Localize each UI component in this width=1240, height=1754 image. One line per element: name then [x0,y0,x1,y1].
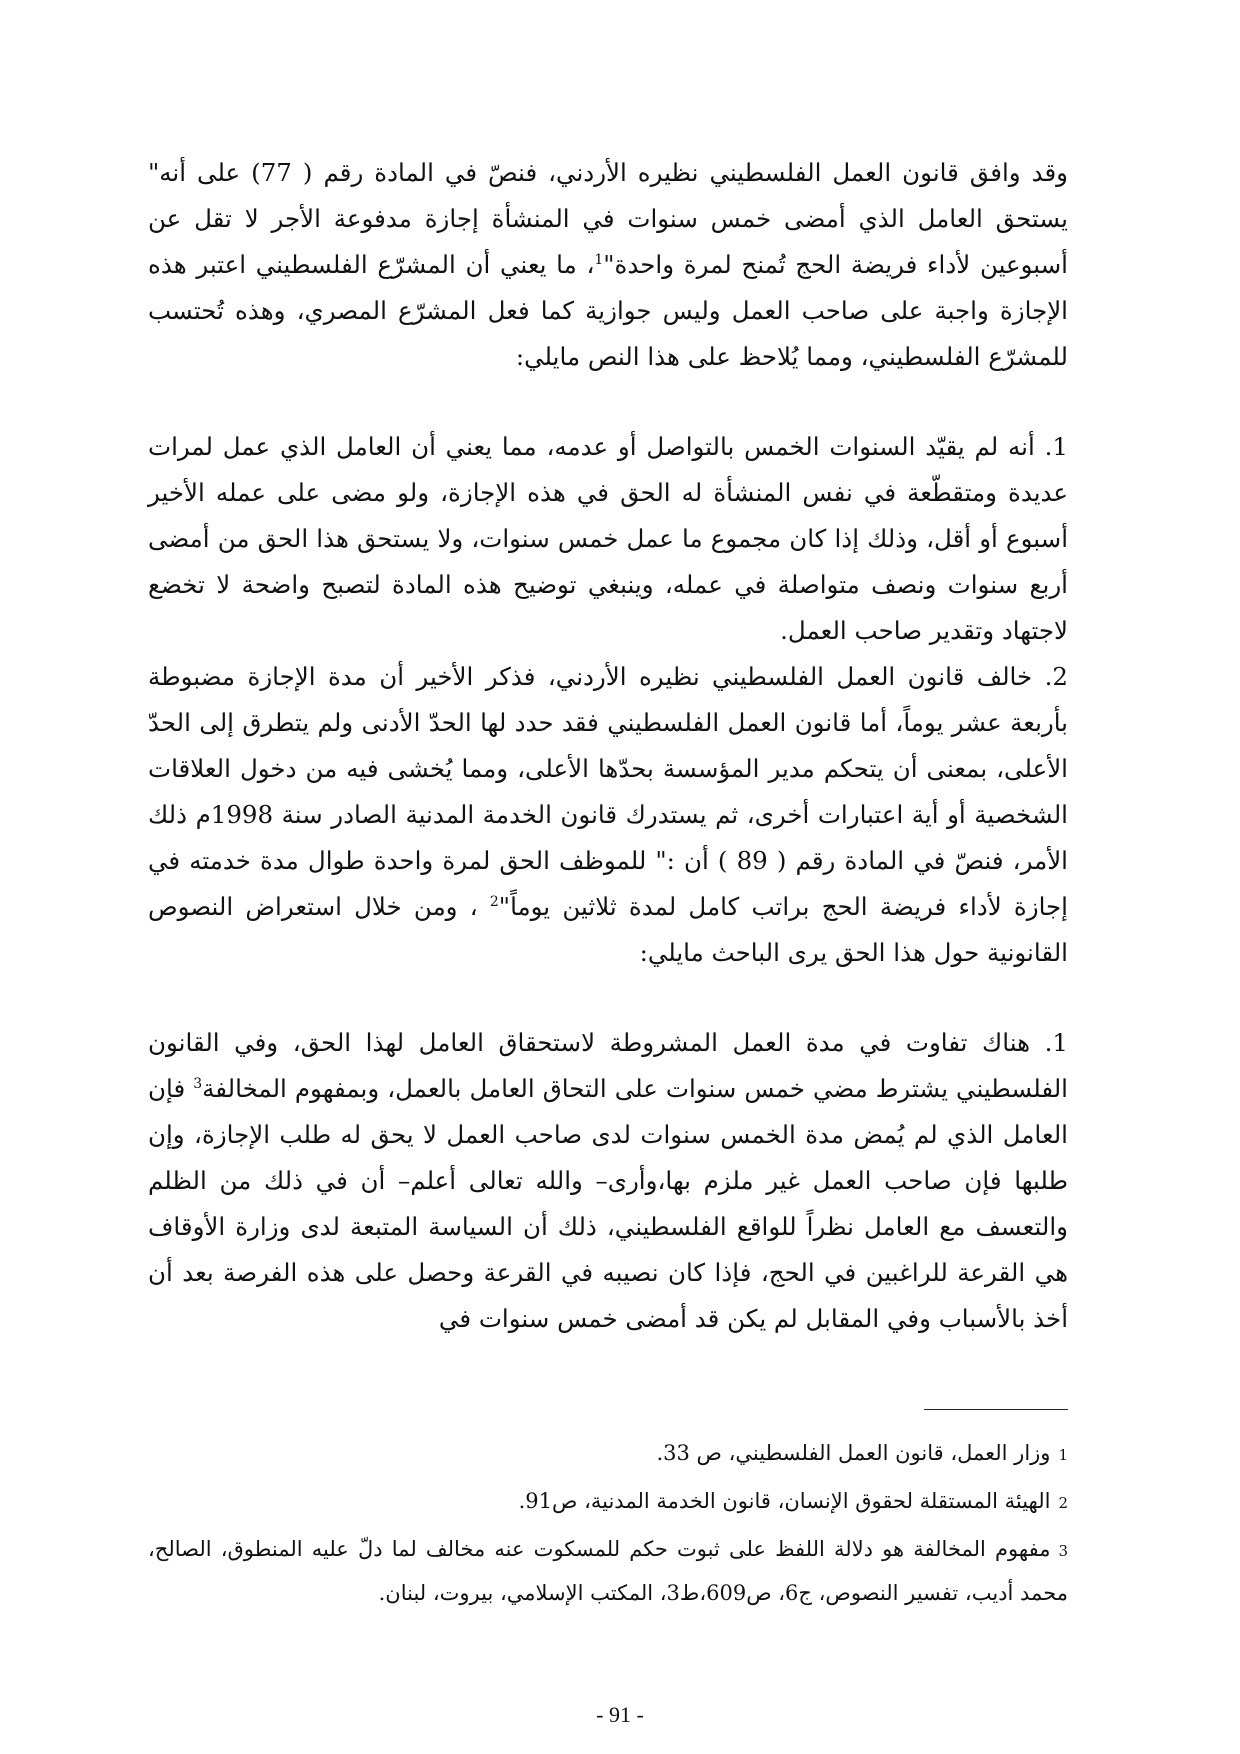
list-item-tail: ، ومن خلال استعراض النصوص القانونية حول هذا الحق يرى الباحث مايلي: [148,892,1068,967]
list-item-number: 2. [1044,662,1068,691]
footnote-ref-2[interactable]: 2 [489,893,499,910]
footnote-number: 1 [1058,1446,1068,1464]
footnotes [148,1432,1068,1618]
footnote-ref-3[interactable]: 3 [193,1075,203,1092]
footnote-text: مفهوم المخالفة هو دلالة اللفظ على ثبوت حكم للمسكوت عنه مخالف لما دلّ عليه المنطوق، الصالح، محمد أديب، تفسير النصوص، ج6، ص609،ط3، المكتب الإسلامي، بيروت، لبنان. [148,1537,1068,1605]
paragraph-gap [148,380,1068,424]
footnote-3 [148,1528,1068,1614]
footnote-1 [148,1432,1068,1476]
intro-text-part1: وقد وافق قانون العمل الفلسطيني نظيره الأردني، فنصّ في المادة رقم ( 77) على أنه" يستحق العامل الذي أمضى خمس سنوات في المنشأة إجازة مدفوعة الأجر لا تقل عن أسبوعين لأداء فريضة الحج تُمنح لمرة واحدة" [148,158,1068,279]
footnote-number: 3 [1058,1542,1068,1560]
page-number: - 91 - [596,1702,644,1727]
first-list-item-1 [148,424,1068,654]
footnote-separator [924,1409,1068,1410]
list-item-text: أنه لم يقيّد السنوات الخمس بالتواصل أو عدمه، مما يعني أن العامل الذي عمل لمرات عديدة ومتقطّعة في نفس المنشأة له الحق في هذه الإجازة، ولو مضى على عمله الأخير أسبوع أو أقل، وذلك إذا كان مجموع ما عمل خمس سنوات، ولا يستحق هذا الحق من أمضى أربع سنوات ونصف متواصلة في عمله، وينبغي توضيح هذه المادة لتصبح واضحة لا تخضع لاجتهاد وتقدير صاحب العمل. [148,432,1068,645]
page-body [148,150,1068,1342]
list-item-text: خالف قانون العمل الفلسطيني نظيره الأردني، فذكر الأخير أن مدة الإجازة مضبوطة بأربعة عشر يوماً، أما قانون العمل الفلسطيني فقد حدد لها الحدّ الأدنى ولم يتطرق إلى الحدّ الأعلى، بمعنى أن يتحكم مدير المؤسسة بحدّها الأعلى، ومما يُخشى فيه من دخول العلاقات الشخصية أو أية اعتبارات أخرى، ثم يستدرك قانون الخدمة المدنية الصادر سنة 1998م ذلك الأمر، فنصّ في المادة رقم ( 89 ) أن :" للموظف الحق لمرة واحدة طوال مدة خدمته في إجازة لأداء فريضة الحج براتب كامل لمدة ثلاثين يوماً" [148,662,1068,921]
footnote-text: الهيئة المستقلة لحقوق الإنسان، قانون الخدمة المدنية، ص91. [518,1489,1051,1513]
intro-paragraph [148,150,1068,380]
list-item-number: 1. [1044,1028,1068,1057]
list-item-number: 1. [1044,432,1068,461]
list-item-text-continued: فإن العامل الذي لم يُمض مدة الخمس سنوات لدى صاحب العمل لا يحق له طلب الإجازة، وإن طلبها فإن صاحب العمل غير ملزم بها،وأرى– والله تعالى أعلم– أن في ذلك من الظلم والتعسف مع العامل نظراً للواقع الفلسطيني، ذلك أن السياسة المتبعة لدى وزارة الأوقاف هي القرعة للراغبين في الحج، فإذا كان نصيبه في القرعة وحصل على هذه الفرصة بعد أن أخذ بالأسباب وفي المقابل لم يكن قد أمضى خمس سنوات في [148,1074,1068,1333]
footnote-number: 2 [1058,1494,1068,1512]
list-item-text: هناك تفاوت في مدة العمل المشروطة لاستحقاق العامل لهذا الحق، وفي القانون الفلسطيني يشترط مضي خمس سنوات على التحاق العامل بالعمل، وبمفهوم المخالفة [148,1028,1068,1103]
footnote-text: وزار العمل، قانون العمل الفلسطيني، ص 33. [656,1441,1051,1465]
paragraph-gap [148,976,1068,1020]
intro-text-part2: ، ما يعني أن المشرّع الفلسطيني اعتبر هذه الإجازة واجبة على صاحب العمل وليس جوازية كما فعل المشرّع المصري، وهذه تُحتسب للمشرّع الفلسطيني، ومما يُلاحظ على هذا النص مايلي: [148,250,1068,371]
footnote-ref-1[interactable]: 1 [594,251,604,268]
first-list-item-2 [148,654,1068,976]
footnote-2 [148,1480,1068,1524]
second-list-item-1 [148,1020,1068,1342]
